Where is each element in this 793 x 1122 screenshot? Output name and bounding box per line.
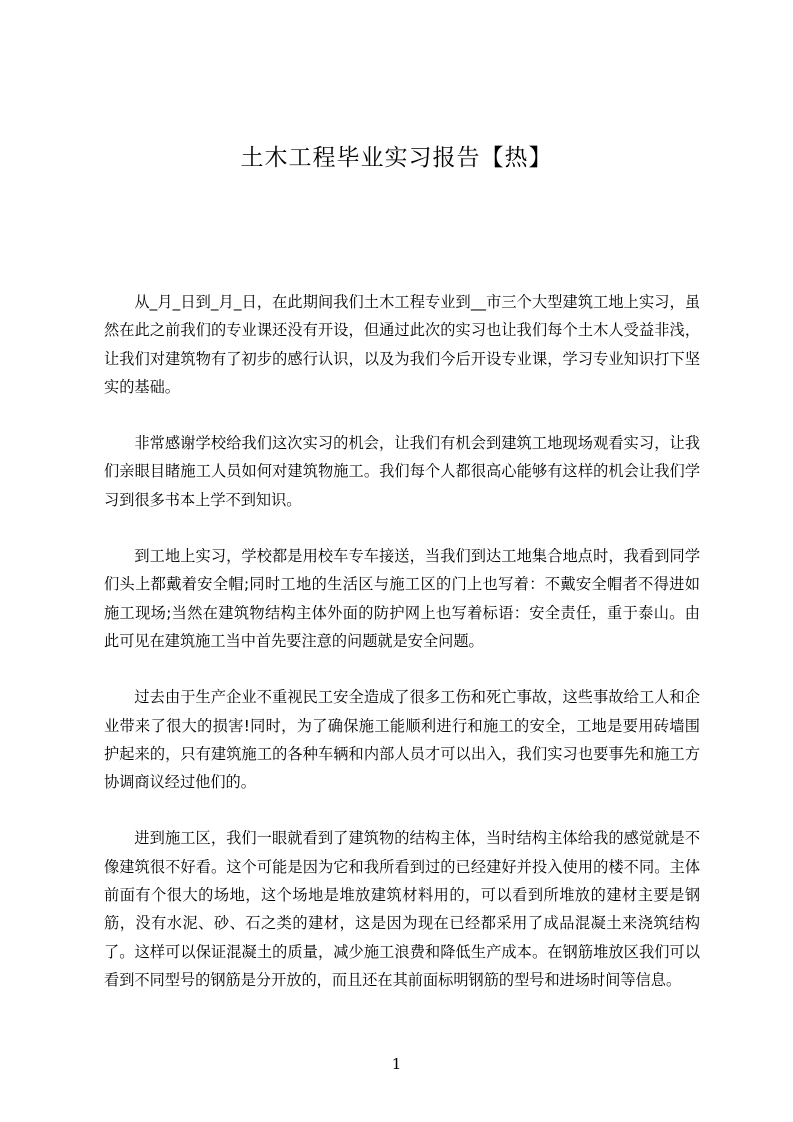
paragraph: 过去由于生产企业不重视民工安全造成了很多工伤和死亡事故，这些事故给工人和企业带来了很大的损害!同时，为了确保施工能顺利进行和施工的安全，工地是要用砖墙围护起来的，只有建筑施工的各种车辆和内部人员才可以出入，我们实习也要事先和施工方协调商议经过他们的。 [104, 688, 700, 792]
document-body [104, 288, 700, 1022]
page-number: 1 [391, 1055, 402, 1073]
paragraph: 到工地上实习，学校都是用校车专车接送，当我们到达工地集合地点时，我看到同学们头上都戴着安全帽;同时工地的生活区与施工区的门上也写着：不戴安全帽者不得进如施工现场;当然在建筑物结构主体外面的防护网上也写着标语：安全责任，重于泰山。由此可见在建筑施工当中首先要注意的问题就是安全问题。 [104, 547, 700, 650]
document-title: 土木工程毕业实习报告【热】 [240, 145, 553, 171]
paragraph: 非常感谢学校给我们这次实习的机会，让我们有机会到建筑工地现场观看实习，让我们亲眼目睹施工人员如何对建筑物施工。我们每个人都很高心能够有这样的机会让我们学习到很多书本上学不到知识。 [104, 434, 700, 509]
paragraph: 进到施工区，我们一眼就看到了建筑物的结构主体，当时结构主体给我的感觉就是不像建筑很不好看。这个可能是因为它和我所看到过的已经建好并投入使用的楼不同。主体前面有个很大的场地，这个场地是堆放建筑材料用的，可以看到所堆放的建材主要是钢筋，没有水泥、砂、石之类的建材，这是因为现在已经都采用了成品混凝土来浇筑结构了。这样可以保证混凝土的质量，减少施工浪费和降低生产成本。在钢筋堆放区我们可以看到不同型号的钢筋是分开放的，而且还在其前面标明钢筋的型号和进场时间等信息。 [104, 829, 700, 989]
paragraph: 从_月_日到_月_日，在此期间我们土木工程专业到__市三个大型建筑工地上实习，虽然在此之前我们的专业课还没有开设，但通过此次的实习也让我们每个土木人受益非浅，让我们对建筑物有了初步的感行认识，以及为我们今后开设专业课，学习专业知识打下坚实的基础。 [104, 293, 700, 396]
